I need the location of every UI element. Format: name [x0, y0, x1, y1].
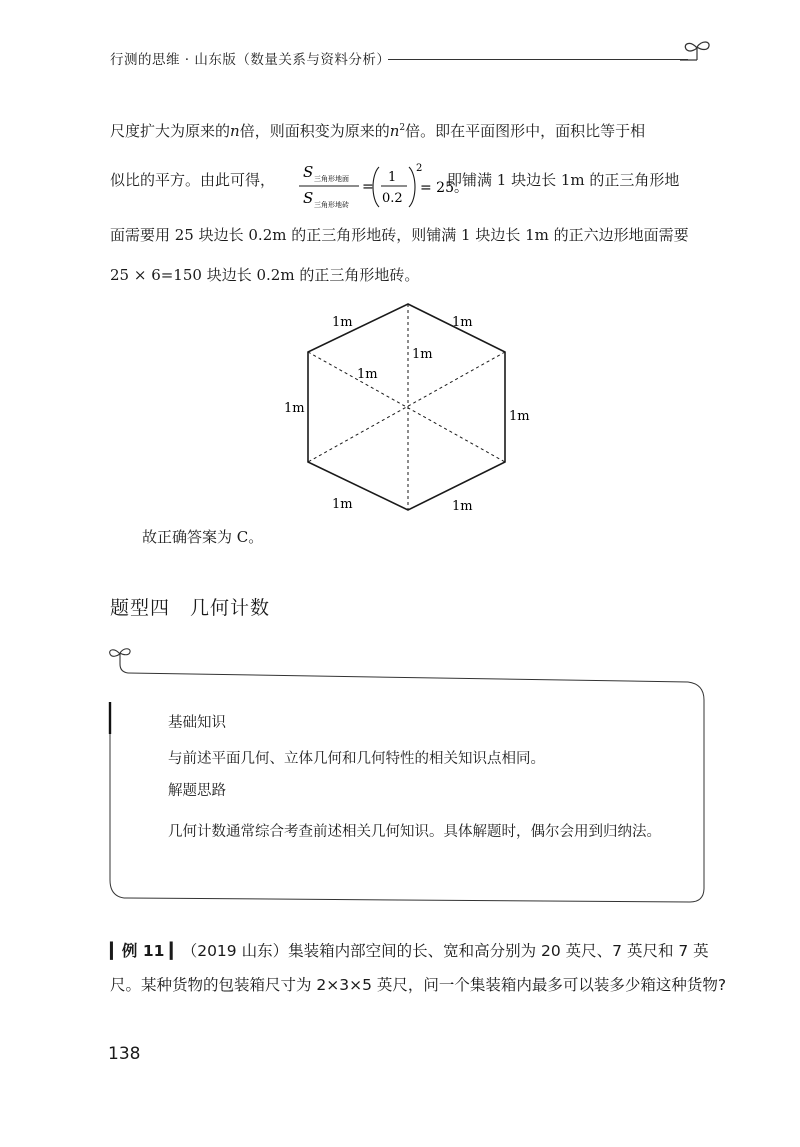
formula-num-sub: 三角形地面 [314, 175, 349, 183]
knowledge-text-basics: 与前述平面几何、立体几何和几何特性的相关知识点相同。 [168, 751, 545, 767]
formula-exponent: 2 [416, 163, 423, 174]
p2-lead: 似比的平方。由此可得， [110, 171, 276, 189]
formula-num-symbol: S [303, 163, 314, 181]
knowledge-box-frame [100, 640, 710, 910]
example-11 [110, 934, 730, 1002]
formula-den-symbol: S [303, 189, 314, 207]
hexagon-outline [308, 304, 505, 510]
p2-trail: 即铺满 1 块边长 1m 的正三角形地 [447, 171, 680, 189]
label-top-right: 1m [452, 315, 473, 330]
knowledge-heading-basics: 基础知识 [168, 715, 226, 731]
body-paragraph-3: 面需要用 25 块边长 0.2m 的正三角形地砖，则铺满 1 块边长 1m 的正六边形地面需要 [110, 226, 689, 244]
body-paragraph-1: 尺度扩大为原来的n倍，则面积变为原来的$n^2$倍。即在平面图形中，面积比等于相 [110, 122, 646, 140]
label-left: 1m [284, 401, 305, 416]
page-number: 138 [108, 1044, 141, 1064]
label-center-vertical: 1m [412, 347, 433, 362]
area-ratio-formula [289, 155, 468, 215]
answer-line: 故正确答案为 C。 [142, 528, 264, 546]
formula-den-sub: 三角形地砖 [314, 201, 349, 209]
label-bottom-left: 1m [332, 497, 353, 512]
label-bottom-right: 1m [452, 499, 473, 514]
hexagon-diagram [272, 292, 540, 530]
sprout-icon [680, 38, 714, 62]
label-center-diag: 1m [357, 367, 378, 382]
box-sprout-icon [110, 649, 130, 673]
knowledge-heading-approach: 解题思路 [168, 783, 226, 799]
label-right: 1m [509, 409, 530, 424]
running-header-title: 行测的思维 · 山东版（数量关系与资料分析） [110, 52, 391, 68]
example-label: ▎例 11 ▎ [110, 942, 182, 960]
formula-equals: = [362, 179, 374, 195]
diagonal-b [308, 352, 505, 462]
knowledge-text-approach: 几何计数通常综合考查前述相关几何知识。具体解题时，偶尔会用到归纳法。 [168, 824, 661, 840]
body-paragraph-4: 25 × 6=150 块边长 0.2m 的正三角形地砖。 [110, 266, 420, 284]
formula-frac-num: 1 [388, 170, 397, 185]
diagonal-a [308, 352, 505, 462]
formula-result: = 25。 [420, 180, 468, 196]
formula-frac-den: 0.2 [382, 191, 403, 206]
section-title: 题型四 几何计数 [110, 597, 271, 619]
example-text: （2019 山东）集装箱内部空间的长、宽和高分别为 20 英尺、7 英尺和 7 英尺。某种货物的包装箱尺寸为 2×3×5 英尺，问一个集装箱内最多可以装多少箱这种货物? [110, 942, 727, 995]
header-rule [388, 59, 688, 60]
label-top-left: 1m [332, 315, 353, 330]
